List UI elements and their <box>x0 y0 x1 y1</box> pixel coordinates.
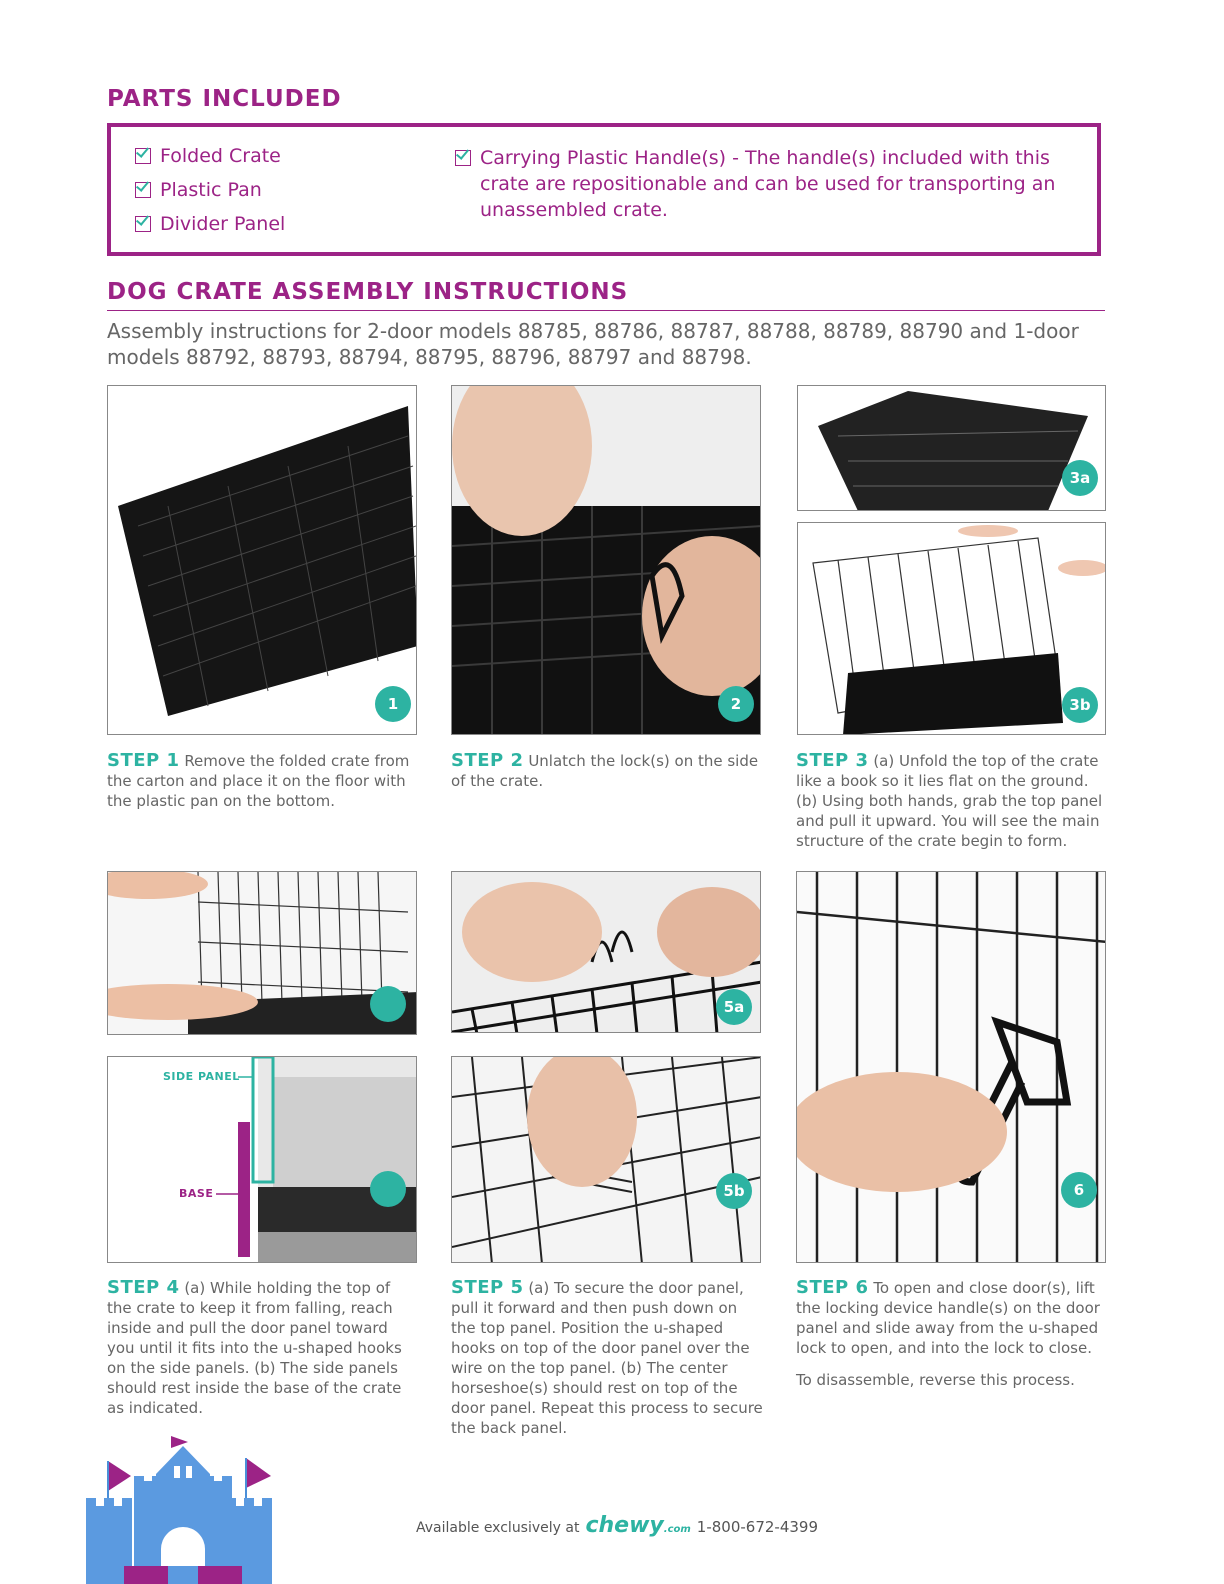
step-badge: 3b <box>1062 687 1098 723</box>
step2-photo <box>451 385 761 735</box>
step-badge: 6 <box>1061 1172 1097 1208</box>
step-label: STEP 6 <box>796 1277 869 1298</box>
step-badge-blank <box>370 1171 406 1207</box>
step-badge: 1 <box>375 686 411 722</box>
step3-text <box>796 751 1108 851</box>
parts-heading: PARTS INCLUDED <box>107 86 342 112</box>
part-label: Divider Panel <box>160 213 286 235</box>
step-body: (a) While holding the top of the crate to keep it from falling, reach inside and pull the door panel toward you until it fits into the u-shaped hooks on the side panels. (b) The side panels should rest inside the base of the crate as indicated. <box>107 1279 402 1417</box>
side-panel-base-image <box>108 1057 417 1263</box>
intro-text <box>107 318 1107 370</box>
part-label: Carrying Plastic Handle(s) - The handle(s) included with this crate are repositionable and can be used for transporting an unassembled crate. <box>480 147 1056 221</box>
intro-line: Assembly instructions for 2-door models 88785, 88786, 88787, 88788, 88789, 88790 and 1-door <box>107 319 1079 343</box>
step6-photo <box>796 871 1106 1263</box>
step3b-photo <box>797 522 1106 735</box>
step-body: Remove the folded crate from the carton and place it on the floor with the plastic pan on the bottom. <box>107 752 410 810</box>
center-horseshoe-image <box>452 1057 761 1263</box>
locking-handle-image <box>797 872 1106 1263</box>
step6-text <box>796 1278 1108 1390</box>
side-panel-callout: SIDE PANEL <box>163 1070 240 1083</box>
castle-logo-icon <box>86 1436 276 1584</box>
folded-crate-image <box>108 386 417 735</box>
step-badge-blank <box>370 986 406 1022</box>
step-label: STEP 2 <box>451 750 524 771</box>
base-callout: BASE <box>179 1187 214 1200</box>
chewy-brand: chewy <box>585 1513 664 1538</box>
step-body: (a) Unfold the top of the crate like a book so it lies flat on the ground. (b) Using both hands, grab the top panel and pull it upward. You will see the main structure of the crate begin to form. <box>796 752 1103 850</box>
part-label: Plastic Pan <box>160 179 262 201</box>
intro-line: models 88792, 88793, 88794, 88795, 88796, 88797 and 88798. <box>107 345 752 369</box>
step2-text <box>451 751 763 791</box>
step4b-photo <box>107 1056 417 1263</box>
step-badge: 2 <box>718 686 754 722</box>
step-label: STEP 5 <box>451 1277 524 1298</box>
assembly-heading: DOG CRATE ASSEMBLY INSTRUCTIONS <box>107 279 629 305</box>
footer-phone: 1-800-672-4399 <box>696 1518 819 1536</box>
secure-door-image <box>452 872 761 1033</box>
footer <box>416 1513 818 1538</box>
checkbox-icon <box>135 182 151 198</box>
step4-text <box>107 1278 419 1418</box>
parts-left-list <box>135 145 285 235</box>
step4a-photo <box>107 871 417 1035</box>
checkbox-icon <box>135 216 151 232</box>
checkbox-icon <box>135 148 151 164</box>
heading-rule <box>107 310 1105 311</box>
step5-text <box>451 1278 763 1438</box>
step-label: STEP 3 <box>796 750 869 771</box>
step5b-photo <box>451 1056 761 1263</box>
step-badge: 5b <box>716 1173 752 1209</box>
unlatch-lock-image <box>452 386 761 735</box>
lift-top-panel-image <box>798 523 1106 735</box>
part-item <box>135 145 285 167</box>
unfold-top-image <box>798 386 1106 511</box>
part-label: Folded Crate <box>160 145 281 167</box>
step-label: STEP 1 <box>107 750 180 771</box>
footer-available-text: Available exclusively at <box>416 1520 580 1536</box>
step-body: To open and close door(s), lift the locking device handle(s) on the door panel and slide away from the u-shaped lock to open, and into the lock to close. <box>796 1279 1100 1357</box>
step1-text <box>107 751 419 811</box>
chewy-suffix: .com <box>663 1524 691 1535</box>
chewy-logo <box>585 1513 690 1538</box>
part-item <box>135 179 285 201</box>
step-badge: 5a <box>716 989 752 1025</box>
disassemble-note: To disassemble, reverse this process. <box>796 1371 1075 1389</box>
step3a-photo <box>797 385 1106 511</box>
step-body: (a) To secure the door panel, pull it forward and then push down on the top panel. Position the u-shaped hooks on top of the door panel over the wire on the top panel. (b) The center horseshoe(s) should rest on top of the door panel. Repeat this process to secure the back panel. <box>451 1279 763 1437</box>
checkbox-icon <box>455 150 471 166</box>
step1-photo <box>107 385 417 735</box>
part-item-handles <box>455 145 1075 223</box>
step-body: Unlatch the lock(s) on the side of the crate. <box>451 752 759 790</box>
step5a-photo <box>451 871 761 1033</box>
part-item <box>135 213 285 235</box>
parts-box <box>107 123 1101 256</box>
step-label: STEP 4 <box>107 1277 180 1298</box>
step-badge: 3a <box>1062 460 1098 496</box>
